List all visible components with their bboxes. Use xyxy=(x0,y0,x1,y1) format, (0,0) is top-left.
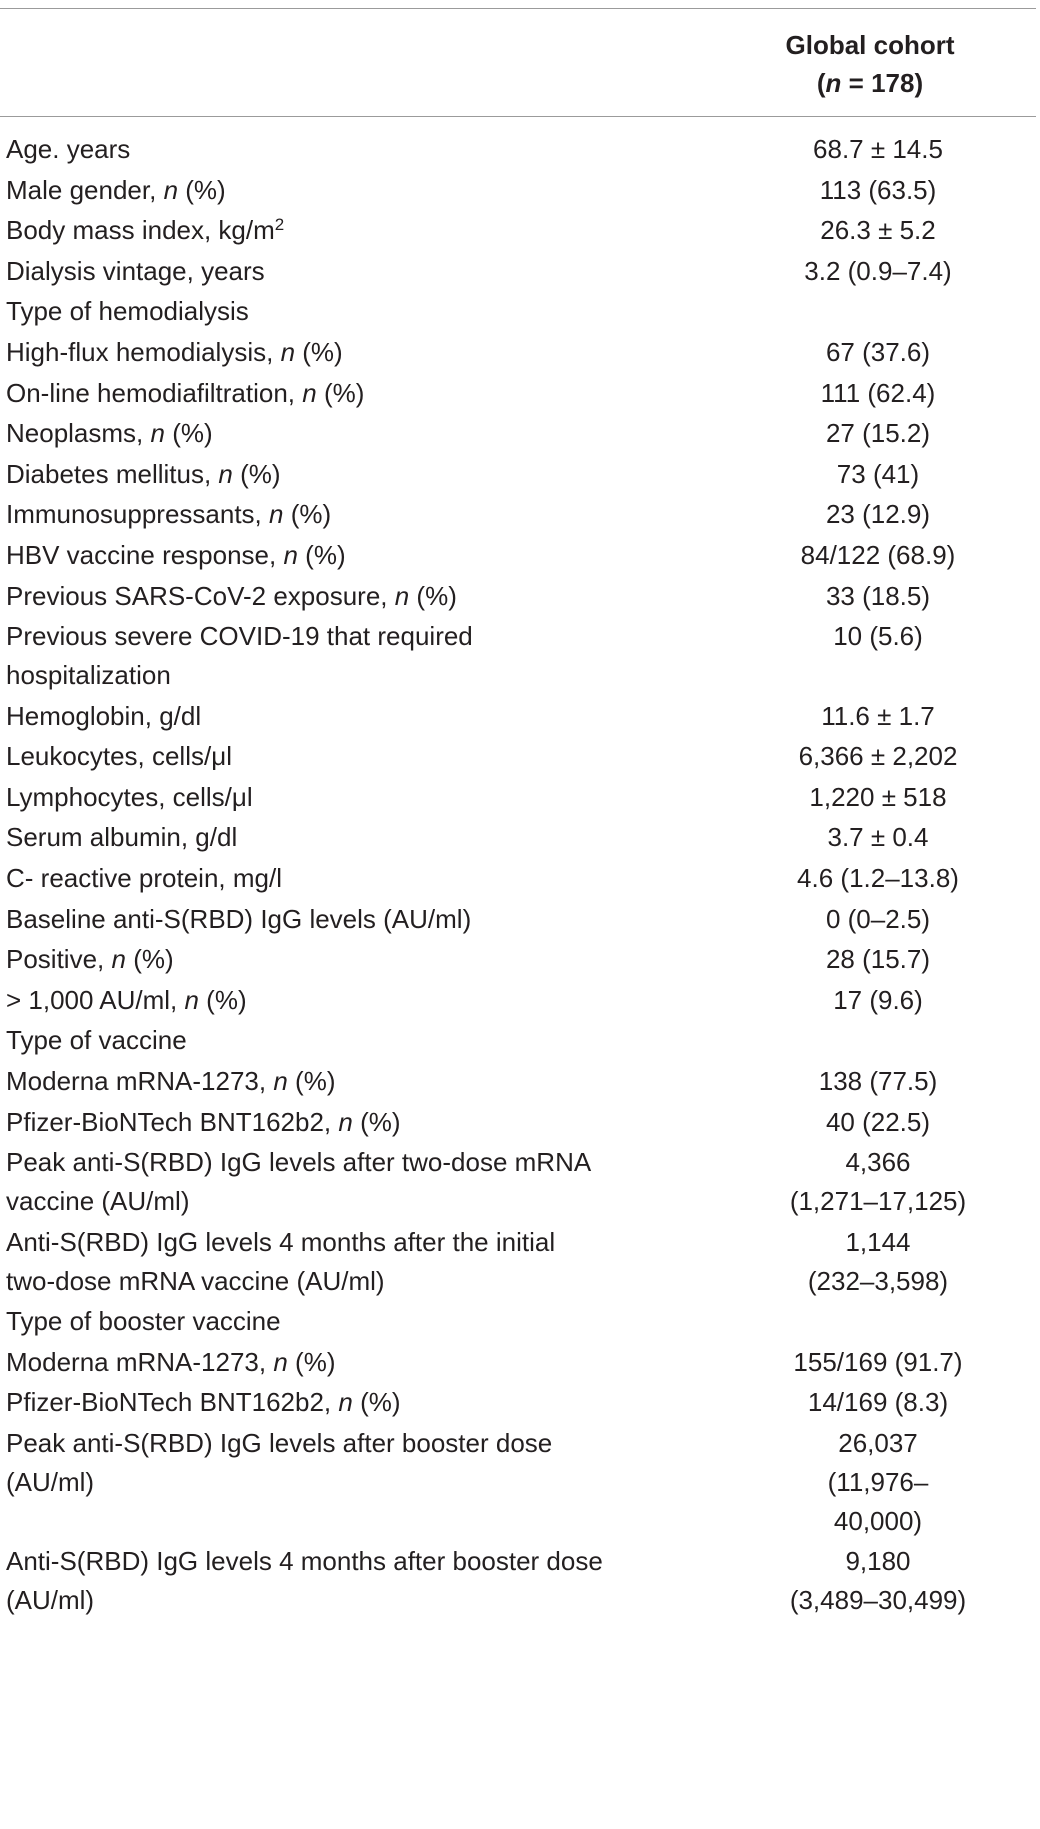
row-value: 155/169 (91.7) xyxy=(793,1346,963,1377)
row-value: 111 (62.4) xyxy=(820,377,936,408)
table-row xyxy=(0,1424,1036,1543)
table-row xyxy=(0,940,1036,981)
table-row xyxy=(0,130,1036,171)
row-label: Moderna mRNA-1273, n (%) xyxy=(6,1346,336,1377)
row-label xyxy=(6,1542,666,1620)
row-label: HBV vaccine response, n (%) xyxy=(6,539,346,570)
row-label: Immunosuppressants, n (%) xyxy=(6,499,332,530)
table-row xyxy=(0,900,1036,941)
table-row xyxy=(0,171,1036,212)
row-label xyxy=(6,617,666,695)
row-value: 113 (63.5) xyxy=(819,174,937,205)
row-value: 17 (9.6) xyxy=(833,984,923,1015)
row-label xyxy=(6,1424,666,1502)
table-row xyxy=(0,1343,1036,1384)
row-label-line2: (AU/ml) xyxy=(6,1466,95,1497)
row-value xyxy=(728,1542,1028,1620)
table-row xyxy=(0,1223,1036,1303)
row-label: Body mass index, $kg/m^2$ xyxy=(6,215,285,246)
row-value-line1: 1,144 xyxy=(845,1226,911,1257)
table-row xyxy=(0,697,1036,738)
row-label: Type of booster vaccine xyxy=(6,1306,281,1337)
table-row xyxy=(0,577,1036,618)
row-label-line1: Previous severe COVID-19 that required xyxy=(6,621,473,652)
table-row xyxy=(0,211,1036,252)
row-label: Serum albumin, g/dl xyxy=(6,822,238,853)
row-label: Positive, n (%) xyxy=(6,944,174,975)
table-row xyxy=(0,859,1036,900)
row-label: Previous SARS-CoV-2 exposure, n (%) xyxy=(6,580,457,611)
row-label: Hemoglobin, g/dl xyxy=(6,700,202,731)
table-row xyxy=(0,981,1036,1022)
row-label: Neoplasms, n (%) xyxy=(6,418,213,449)
row-label: Pfizer-BioNTech BNT162b2, n (%) xyxy=(6,1387,401,1418)
table-row xyxy=(0,1143,1036,1223)
row-label: Leukocytes, cells/μl xyxy=(6,741,232,772)
table-row xyxy=(0,1542,1036,1622)
row-value: 3.2 (0.9–7.4) xyxy=(804,255,952,286)
row-value: 27 (15.2) xyxy=(825,418,931,449)
row-label: Lymphocytes, cells/μl xyxy=(6,781,253,812)
row-label-line1: Anti-S(RBD) IgG levels 4 months after booster dose xyxy=(6,1546,603,1577)
row-value: 138 (77.5) xyxy=(818,1065,938,1096)
table-row xyxy=(0,536,1036,577)
column-header-global-cohort xyxy=(740,26,1000,102)
table-row xyxy=(0,1021,1036,1062)
top-rule xyxy=(0,8,1036,9)
table-row xyxy=(0,414,1036,455)
row-label: Diabetes mellitus, n (%) xyxy=(6,458,281,489)
row-label-line2: (AU/ml) xyxy=(6,1585,95,1616)
row-label xyxy=(6,1143,666,1221)
header-rule xyxy=(0,116,1036,117)
row-label: Male gender, n (%) xyxy=(6,174,226,205)
table-row xyxy=(0,818,1036,859)
table-row xyxy=(0,1062,1036,1103)
row-label-line2: hospitalization xyxy=(6,660,171,691)
row-label-line1: Anti-S(RBD) IgG levels 4 months after the initial xyxy=(6,1226,556,1257)
column-header-line1: Global cohort xyxy=(785,30,955,60)
row-value: 1,220 ± 518 xyxy=(809,781,947,812)
row-value: 68.7 ± 14.5 xyxy=(813,134,943,164)
row-value: 0 (0–2.5) xyxy=(825,903,931,934)
row-value-line2: (11,976– xyxy=(827,1466,929,1497)
table-row xyxy=(0,292,1036,333)
row-label: Pfizer-BioNTech BNT162b2, n (%) xyxy=(6,1106,401,1137)
row-label: High-flux hemodialysis, n (%) xyxy=(6,336,343,367)
table-row xyxy=(0,1103,1036,1144)
row-value xyxy=(728,1223,1028,1301)
row-label: Type of vaccine xyxy=(6,1025,187,1056)
table-row xyxy=(0,617,1036,697)
row-value: 3.7 ± 0.4 xyxy=(827,822,929,853)
table-row xyxy=(0,1302,1036,1343)
row-value: 6,366 ± 2,202 xyxy=(798,741,958,772)
table-row xyxy=(0,252,1036,293)
row-value-line2: (3,489–30,499) xyxy=(789,1585,967,1616)
row-label: Type of hemodialysis xyxy=(6,296,249,327)
row-value-line3: 40,000) xyxy=(833,1505,923,1536)
row-value-line2: (232–3,598) xyxy=(807,1265,949,1296)
table-row xyxy=(0,333,1036,374)
row-value-line1: 4,366 xyxy=(845,1147,911,1178)
row-value: 84/122 (68.9) xyxy=(800,539,956,570)
table-body xyxy=(0,130,1036,1622)
row-label-line1: Peak anti-S(RBD) IgG levels after booster dose xyxy=(6,1427,553,1458)
row-label: On-line hemodiafiltration, n (%) xyxy=(6,377,365,408)
row-label-line1: Peak anti-S(RBD) IgG levels after two-dose mRNA xyxy=(6,1147,592,1178)
row-label: Baseline anti-S(RBD) IgG levels (AU/ml) xyxy=(6,903,472,934)
table-row xyxy=(0,374,1036,415)
row-label-line2: two-dose mRNA vaccine (AU/ml) xyxy=(6,1265,385,1296)
row-value-line2: (1,271–17,125) xyxy=(789,1186,967,1217)
row-label: Moderna mRNA-1273, n (%) xyxy=(6,1065,336,1096)
row-label xyxy=(6,1223,666,1301)
row-value: 73 (41) xyxy=(836,458,920,489)
row-value: 14/169 (8.3) xyxy=(807,1387,949,1418)
row-value: 4.6 (1.2–13.8) xyxy=(797,863,959,893)
column-header-line2: (n = 178) xyxy=(816,68,924,98)
row-value: 11.6 ± 1.7 xyxy=(821,700,935,731)
row-value: 23 (12.9) xyxy=(825,499,931,530)
row-label: Dialysis vintage, years xyxy=(6,255,265,286)
row-label: C- reactive protein, mg/l xyxy=(6,863,282,893)
row-value: 40 (22.5) xyxy=(825,1106,931,1137)
table-row xyxy=(0,778,1036,819)
row-value: 67 (37.6) xyxy=(825,336,931,367)
row-label: Age. years xyxy=(6,134,131,164)
row-value: 10 (5.6) xyxy=(833,621,923,652)
table-row xyxy=(0,495,1036,536)
row-value: 33 (18.5) xyxy=(825,580,931,611)
table-header xyxy=(0,20,1036,112)
row-value xyxy=(728,1424,1028,1541)
row-value: 26.3 ± 5.2 xyxy=(820,215,936,246)
row-value xyxy=(728,1143,1028,1221)
row-label: > 1,000 AU/ml, n (%) xyxy=(6,984,247,1015)
row-value-line1: 26,037 xyxy=(838,1427,918,1458)
row-label-line2: vaccine (AU/ml) xyxy=(6,1186,190,1217)
table-row xyxy=(0,455,1036,496)
table-row xyxy=(0,1383,1036,1424)
row-value: 28 (15.7) xyxy=(825,944,931,975)
table-row xyxy=(0,737,1036,778)
row-value-line1: 9,180 xyxy=(845,1546,911,1577)
